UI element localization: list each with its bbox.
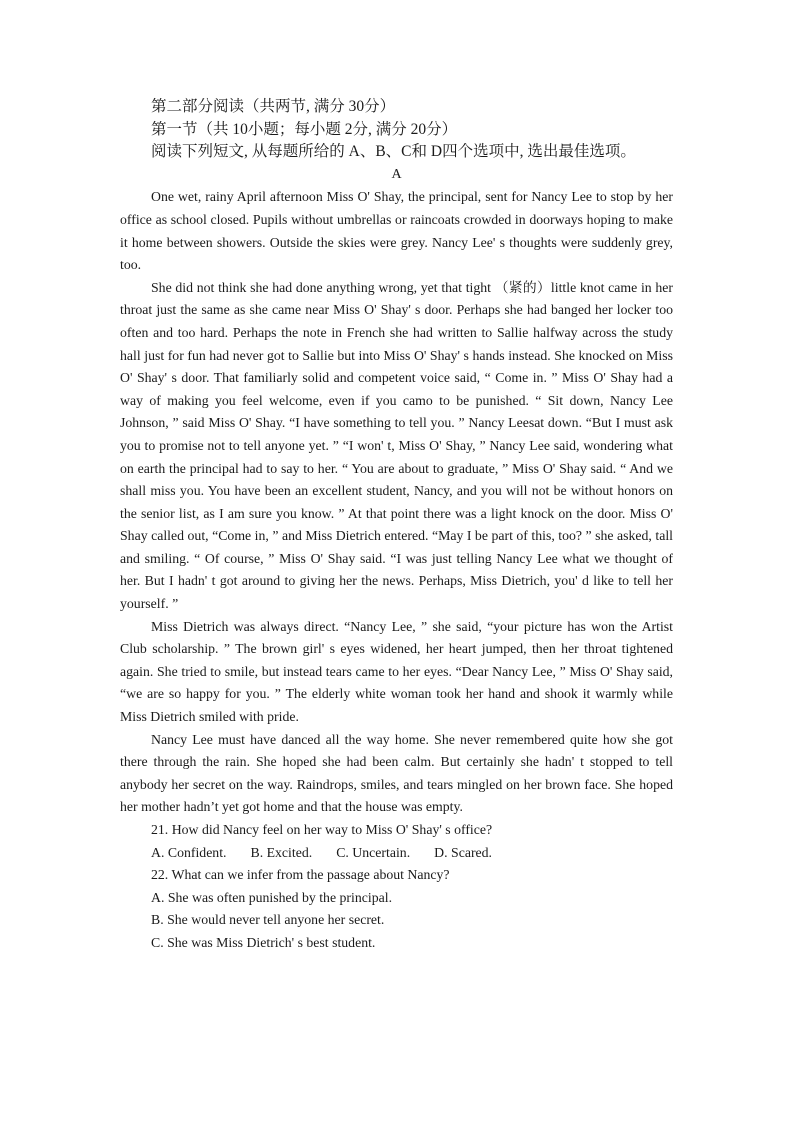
- question-21-options: [120, 842, 673, 865]
- question-21-option-a: A. Confident.: [151, 844, 227, 860]
- passage-label: A: [391, 166, 402, 182]
- question-22-stem: 22. What can we infer from the passage about Nancy?: [151, 867, 450, 883]
- question-22-option-b: B. She would never tell anyone her secret.: [151, 912, 385, 928]
- question-22-option-c: C. She was Miss Dietrich' s best student.: [151, 934, 376, 950]
- passage-paragraph-4: Nancy Lee must have danced all the way home. She never remembered quite how she got there through the rain. She hoped she had been calm. But certainly she hadn' t stopped to tell anybody her secret on the way. Raindrops, smiles, and tears mingled on her brown face. She hoped her mother hadn’t yet got home and that the house was empty.: [120, 731, 673, 815]
- question-21-option-b: B. Excited.: [250, 844, 313, 860]
- passage-paragraph-3: Miss Dietrich was always direct. “Nancy Lee, ” she said, “your picture has won the Artist Club scholarship. ” The brown girl' s eyes widened, her heart jumped, then her throat tightened again. She tried to smile, but instead tears came to her eyes. “Dear Nancy Lee, ” Miss O' Shay said, “we are so happy for you. ” The elderly white woman took her hand and shook it warmly while Miss Dietrich smiled with pride.: [120, 618, 673, 725]
- question-22-option-a: A. She was often punished by the principal.: [151, 889, 393, 905]
- section-heading: 第一节（共 10小题；每小题 2分, 满分 20分）: [151, 120, 458, 138]
- question-21-option-c: C. Uncertain.: [336, 844, 411, 860]
- question-21-stem: 21. How did Nancy feel on her way to Miss O' Shay' s office?: [151, 822, 493, 837]
- passage-paragraph-2: She did not think she had done anything wrong, yet that tight （紧的）little knot came in her throat just the same as she came near Miss O' Shay' s door. Perhaps she had banged her locker too often and too hard. Perhaps the note in French she had written to Sallie halfway across the study hall just for fun had never got to Sallie but into Miss O' Shay' s hands instead. She knocked on Miss O' Shay' s door. That familiarly solid and competent voice said, “ Come in. ” Miss O' Shay had a way of making you feel welcome, even if you camo to be punished. “ Sit down, Nancy Lee Johnson, ” said Miss O' Shay. “I have something to tell you. ” Nancy Leesat down. “But I must ask you to promise not to tell anyone yet. ” “I won' t, Miss O' Shay, ” Nancy Lee said, wondering what on earth the principal had to say to her. “ You are about to graduate, ” Miss O' Shay said. “ And we shall miss you. You have been an excellent student, Nancy, and you will not be without honors on the senior list, as I am sure you know. ” At that point there was a light knock on the door. Miss O' Shay called out, “Come in, ” and Miss Dietrich entered. “May I be part of this, too? ” she asked, tall and smiling. “ Of course, ” Miss O' Shay said. “I was just telling Nancy Lee what we thought of her. But I hadn' t got around to giving her the news. Perhaps, Miss Dietrich, you' d like to tell her yourself. ”: [120, 279, 673, 612]
- instruction-text: 阅读下列短文, 从每题所给的 A、B、C和 D四个选项中, 选出最佳选项。: [151, 143, 636, 161]
- question-21-option-d: D. Scared.: [434, 844, 493, 860]
- part-heading: 第二部分阅读（共两节, 满分 30分）: [151, 98, 396, 115]
- passage-paragraph-1: One wet, rainy April afternoon Miss O' Shay, the principal, sent for Nancy Lee to stop by her office as school closed. Pupils without umbrellas or raincoats crowded in doorways hoping to make it home between showers. Outside the skies were grey. Nancy Lee' s thoughts were suddenly grey, too.: [120, 189, 673, 273]
